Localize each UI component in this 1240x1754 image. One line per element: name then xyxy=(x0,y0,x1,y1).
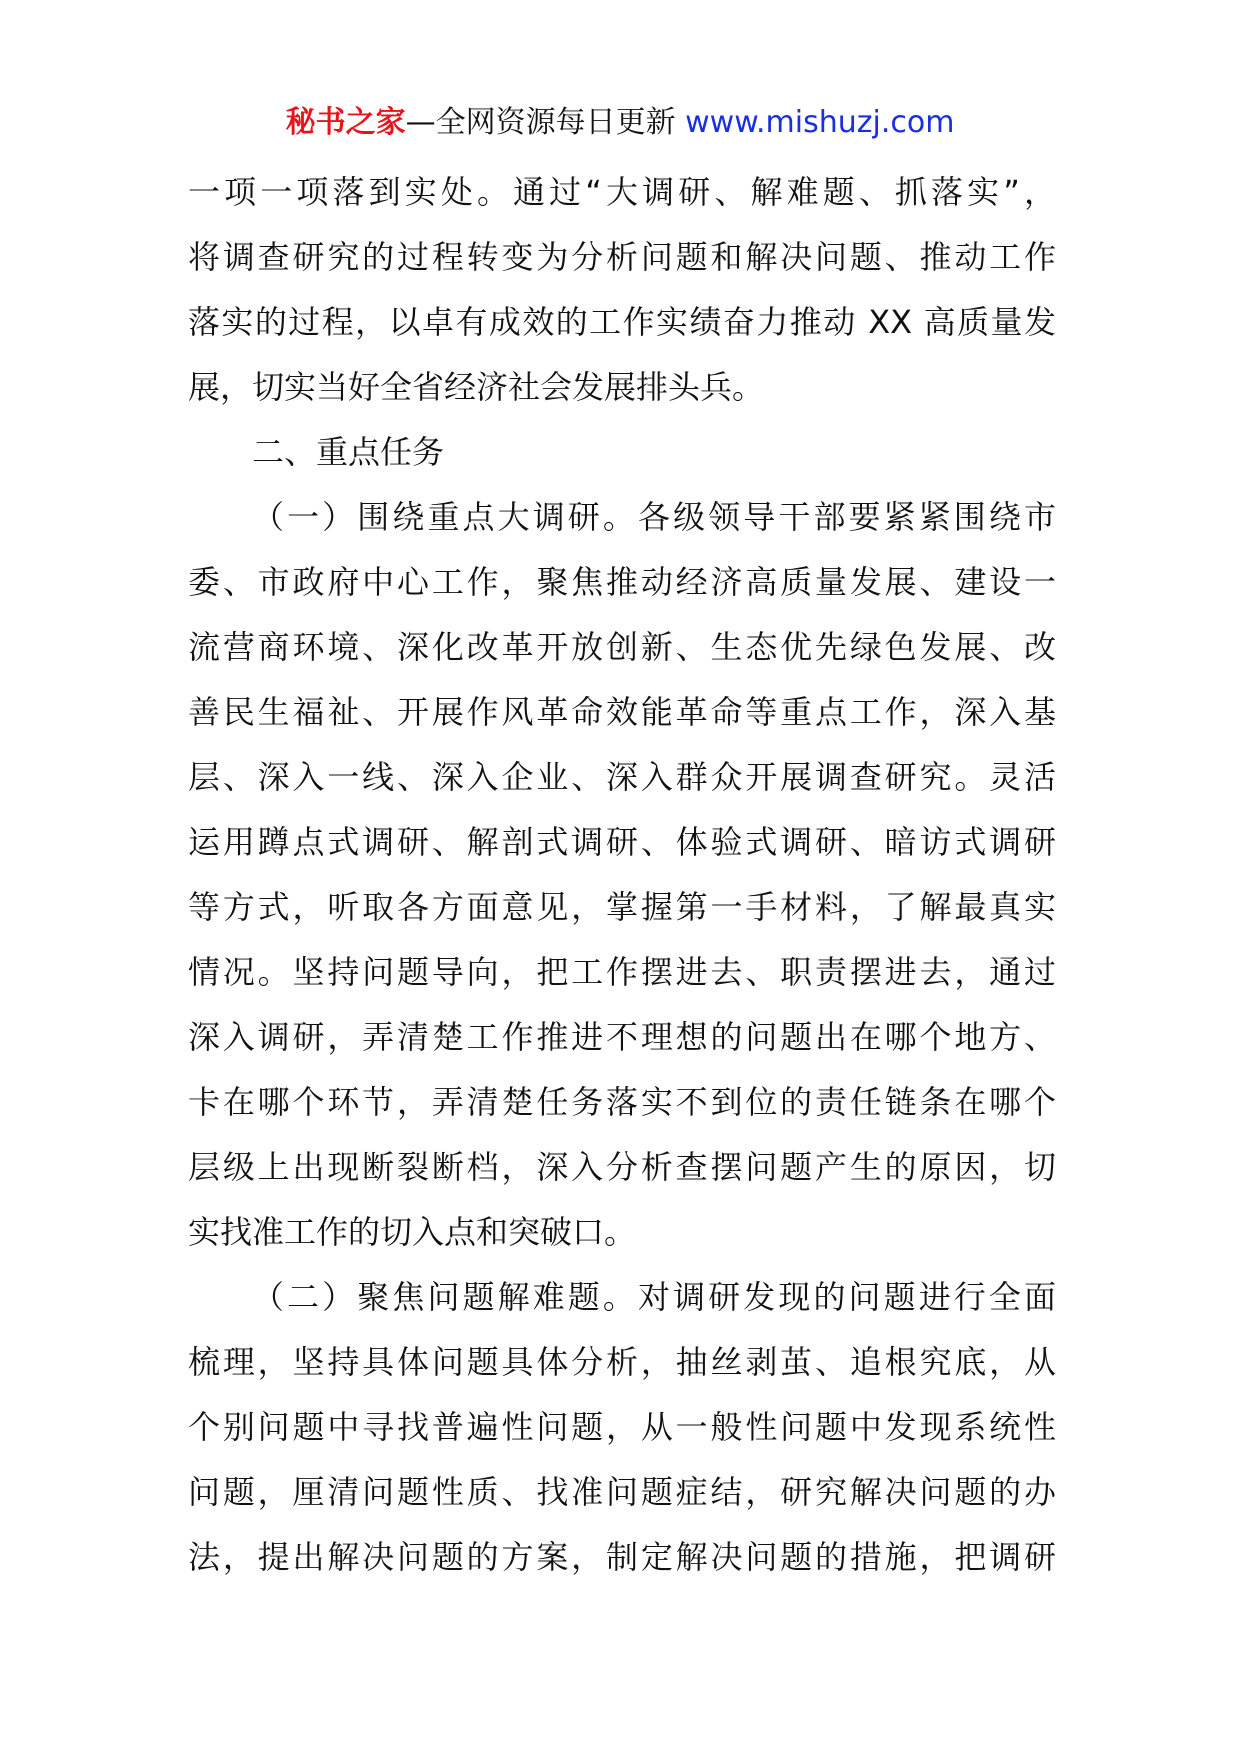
text-line: 流营商环境、深化改革开放创新、生态优先绿色发展、改 xyxy=(188,628,1056,666)
page-header xyxy=(0,98,1240,148)
document-body xyxy=(188,160,1056,1590)
text-line: 二、重点任务 xyxy=(252,433,445,471)
text-line: 落实的过程，以卓有成效的工作实绩奋力推动 XX 高质量发 xyxy=(188,303,1056,341)
text-line: 层、深入一线、深入企业、深入群众开展调查研究。灵活 xyxy=(188,758,1056,796)
site-url-link[interactable]: www.mishuzj.com xyxy=(685,105,955,140)
text-line: 展，切实当好全省经济社会发展排头兵。 xyxy=(188,368,765,406)
text-line: 一项一项落到实处。通过“大调研、解难题、抓落实”， xyxy=(188,173,1056,211)
text-line: （二）聚焦问题解难题。对调研发现的问题进行全面 xyxy=(252,1278,1056,1316)
text-line: 实找准工作的切入点和突破口。 xyxy=(188,1213,637,1251)
text-line: 法，提出解决问题的方案，制定解决问题的措施，把调研 xyxy=(188,1538,1056,1576)
text-line: 委、市政府中心工作，聚焦推动经济高质量发展、建设一 xyxy=(188,563,1056,601)
text-line: 情况。坚持问题导向，把工作摆进去、职责摆进去，通过 xyxy=(188,953,1056,991)
text-line: 运用蹲点式调研、解剖式调研、体验式调研、暗访式调研 xyxy=(188,823,1056,861)
text-line: 梳理，坚持具体问题具体分析，抽丝剥茧、追根究底，从 xyxy=(188,1343,1056,1381)
text-line: 等方式，听取各方面意见，掌握第一手材料，了解最真实 xyxy=(188,888,1056,926)
text-line: 问题，厘清问题性质、找准问题症结，研究解决问题的办 xyxy=(188,1473,1056,1511)
text-line: 个别问题中寻找普遍性问题，从一般性问题中发现系统性 xyxy=(188,1408,1056,1446)
text-line: （一）围绕重点大调研。各级领导干部要紧紧围绕市 xyxy=(252,498,1056,536)
text-line: 深入调研，弄清楚工作推进不理想的问题出在哪个地方、 xyxy=(188,1018,1056,1056)
header-tagline: —全网资源每日更新 xyxy=(405,105,686,140)
text-line: 善民生福祉、开展作风革命效能革命等重点工作，深入基 xyxy=(188,693,1056,731)
text-line: 层级上出现断裂断档，深入分析查摆问题产生的原因，切 xyxy=(188,1148,1056,1186)
text-line: 将调查研究的过程转变为分析问题和解决问题、推动工作 xyxy=(188,238,1056,276)
brand-name: 秘书之家 xyxy=(285,105,406,140)
text-line: 卡在哪个环节，弄清楚任务落实不到位的责任链条在哪个 xyxy=(188,1083,1056,1121)
